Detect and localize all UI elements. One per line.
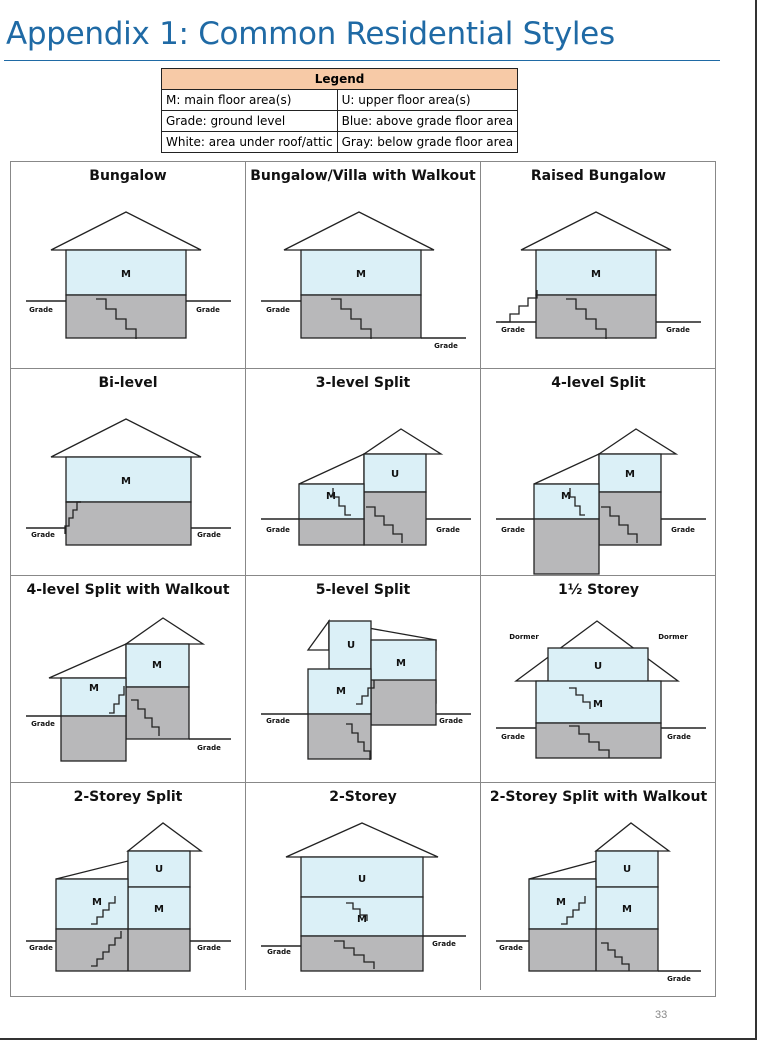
roof [51, 419, 201, 457]
4-level-split-diagram [481, 369, 716, 576]
panel-bungalow-walkout [246, 162, 481, 369]
roof [286, 823, 438, 857]
roof-low [308, 621, 329, 650]
grade-label: Grade [197, 744, 221, 752]
roof [364, 429, 441, 454]
legend-cell: Gray: below grade floor area [337, 132, 518, 153]
panel-raised-bungalow [481, 162, 716, 369]
upper-floor-label: U [622, 864, 632, 875]
basement [534, 519, 599, 574]
roof [51, 212, 201, 250]
style-title: Bi-level [98, 375, 158, 391]
2-storey-split-walkout-diagram [481, 783, 716, 990]
main-floor-label: M [357, 914, 367, 925]
grade-label: Grade [196, 306, 220, 314]
style-title: Raised Bungalow [530, 168, 667, 184]
main-floor-label: M [326, 491, 336, 502]
styles-grid [10, 161, 716, 997]
style-title: 1½ Storey [557, 582, 640, 598]
main-floor-label: M [356, 269, 366, 280]
basement [308, 714, 371, 759]
lower-level [599, 492, 661, 545]
grade-label: Grade [501, 326, 525, 334]
grade-label: Grade [501, 526, 525, 534]
main-floor-label: M [593, 699, 603, 710]
upper-floor-label: U [390, 469, 400, 480]
bi-level-diagram [11, 369, 246, 576]
2-storey-split-diagram [11, 783, 246, 990]
lower-level [364, 492, 426, 545]
grade-label: Grade [267, 948, 291, 956]
upper-main-label: M [152, 660, 162, 671]
roof [284, 212, 434, 250]
basement [61, 716, 126, 761]
1-5-storey-diagram [481, 576, 716, 783]
stairs [501, 290, 537, 322]
grade-label: Grade [31, 720, 55, 728]
main-upper-label: M [154, 904, 164, 915]
basement [301, 295, 421, 338]
upper-main-label: M [625, 469, 635, 480]
style-title: 2-Storey Split with Walkout [489, 789, 708, 805]
main-floor-label: M [561, 491, 571, 502]
panel-3-level-split [246, 369, 481, 576]
panel-2-storey-split-walkout [481, 783, 716, 990]
legend-heading: Legend [162, 69, 518, 90]
basement [56, 929, 190, 971]
upper-main-label: M [396, 658, 406, 669]
grade-label: Grade [266, 526, 290, 534]
roof [596, 823, 669, 851]
panel-5-level-split [246, 576, 481, 783]
grade-label: Grade [197, 531, 221, 539]
roof-low [534, 454, 599, 484]
grade-label: Grade [671, 526, 695, 534]
dormer-label: Dormer [658, 633, 688, 641]
grade-label: Grade [667, 975, 691, 983]
roof [128, 823, 201, 851]
grade-label: Grade [667, 733, 691, 741]
4-level-split-walkout-diagram [11, 576, 246, 783]
3-level-split-diagram [246, 369, 481, 576]
basement [66, 502, 191, 545]
lower-level [371, 680, 436, 725]
style-title: 4-level Split [551, 375, 646, 391]
legend-cell: U: upper floor area(s) [337, 90, 518, 111]
panel-2-storey [246, 783, 481, 990]
page-title: Appendix 1: Common Residential Styles [6, 16, 615, 52]
grade-label: Grade [439, 717, 463, 725]
main-floor-label: M [556, 897, 566, 908]
roof-low [56, 861, 128, 879]
grade-label: Grade [31, 531, 55, 539]
upper-floor-label: U [593, 661, 603, 672]
title-rule [4, 60, 720, 61]
grade-label: Grade [266, 306, 290, 314]
lower-level [126, 687, 189, 739]
grade-label: Grade [434, 342, 458, 350]
roof-low [49, 644, 126, 678]
grade-label: Grade [501, 733, 525, 741]
main-floor-label: M [591, 269, 601, 280]
panel-2-storey-split [11, 783, 246, 990]
basement [536, 295, 656, 338]
grade-label: Grade [432, 940, 456, 948]
main-upper-label: M [622, 904, 632, 915]
main-floor-label: M [121, 269, 131, 280]
legend-cell: Blue: above grade floor area [337, 111, 518, 132]
roof [126, 618, 203, 644]
style-title: 2-Storey Split [73, 789, 183, 805]
grade-label: Grade [266, 717, 290, 725]
basement [529, 929, 658, 971]
upper-floor-label: U [357, 874, 367, 885]
legend-table [161, 68, 518, 153]
basement [301, 936, 423, 971]
legend-cell: Grade: ground level [162, 111, 338, 132]
raised-bungalow-diagram [481, 162, 716, 369]
main-floor-label: M [121, 476, 131, 487]
basement [299, 519, 364, 545]
main-floor-label: M [336, 686, 346, 697]
roof-low [299, 454, 364, 484]
panel-4-level-split-walkout [11, 576, 246, 783]
basement [66, 295, 186, 338]
panel-bungalow [11, 162, 246, 369]
main-floor-label: M [92, 897, 102, 908]
5-level-split-diagram [246, 576, 481, 783]
upper-floor-label: U [346, 640, 356, 651]
grade-label: Grade [29, 306, 53, 314]
style-title: Bungalow/Villa with Walkout [250, 168, 476, 184]
main-floor-label: M [89, 683, 99, 694]
grade-label: Grade [29, 944, 53, 952]
dormer-label: Dormer [509, 633, 539, 641]
style-title: 2-Storey [329, 789, 397, 805]
page-number: 33 [655, 1009, 668, 1021]
roof [521, 212, 671, 250]
bungalow-walkout-diagram [246, 162, 481, 369]
style-title: 5-level Split [315, 582, 411, 598]
basement [536, 723, 661, 758]
panel-1-5-storey [481, 576, 716, 783]
legend-cell: M: main floor area(s) [162, 90, 338, 111]
panel-4-level-split [481, 369, 716, 576]
grade-label: Grade [436, 526, 460, 534]
style-title: 3-level Split [315, 375, 411, 391]
bungalow-diagram [11, 162, 246, 369]
grade-label: Grade [499, 944, 523, 952]
panel-bi-level [11, 369, 246, 576]
legend-cell: White: area under roof/attic [162, 132, 338, 153]
2-storey-diagram [246, 783, 481, 990]
grade-label: Grade [197, 944, 221, 952]
style-title: Bungalow [89, 168, 167, 184]
upper-floor-label: U [154, 864, 164, 875]
roof-low [529, 861, 596, 879]
roof [599, 429, 676, 454]
style-title: 4-level Split with Walkout [26, 582, 230, 598]
grade-label: Grade [666, 326, 690, 334]
